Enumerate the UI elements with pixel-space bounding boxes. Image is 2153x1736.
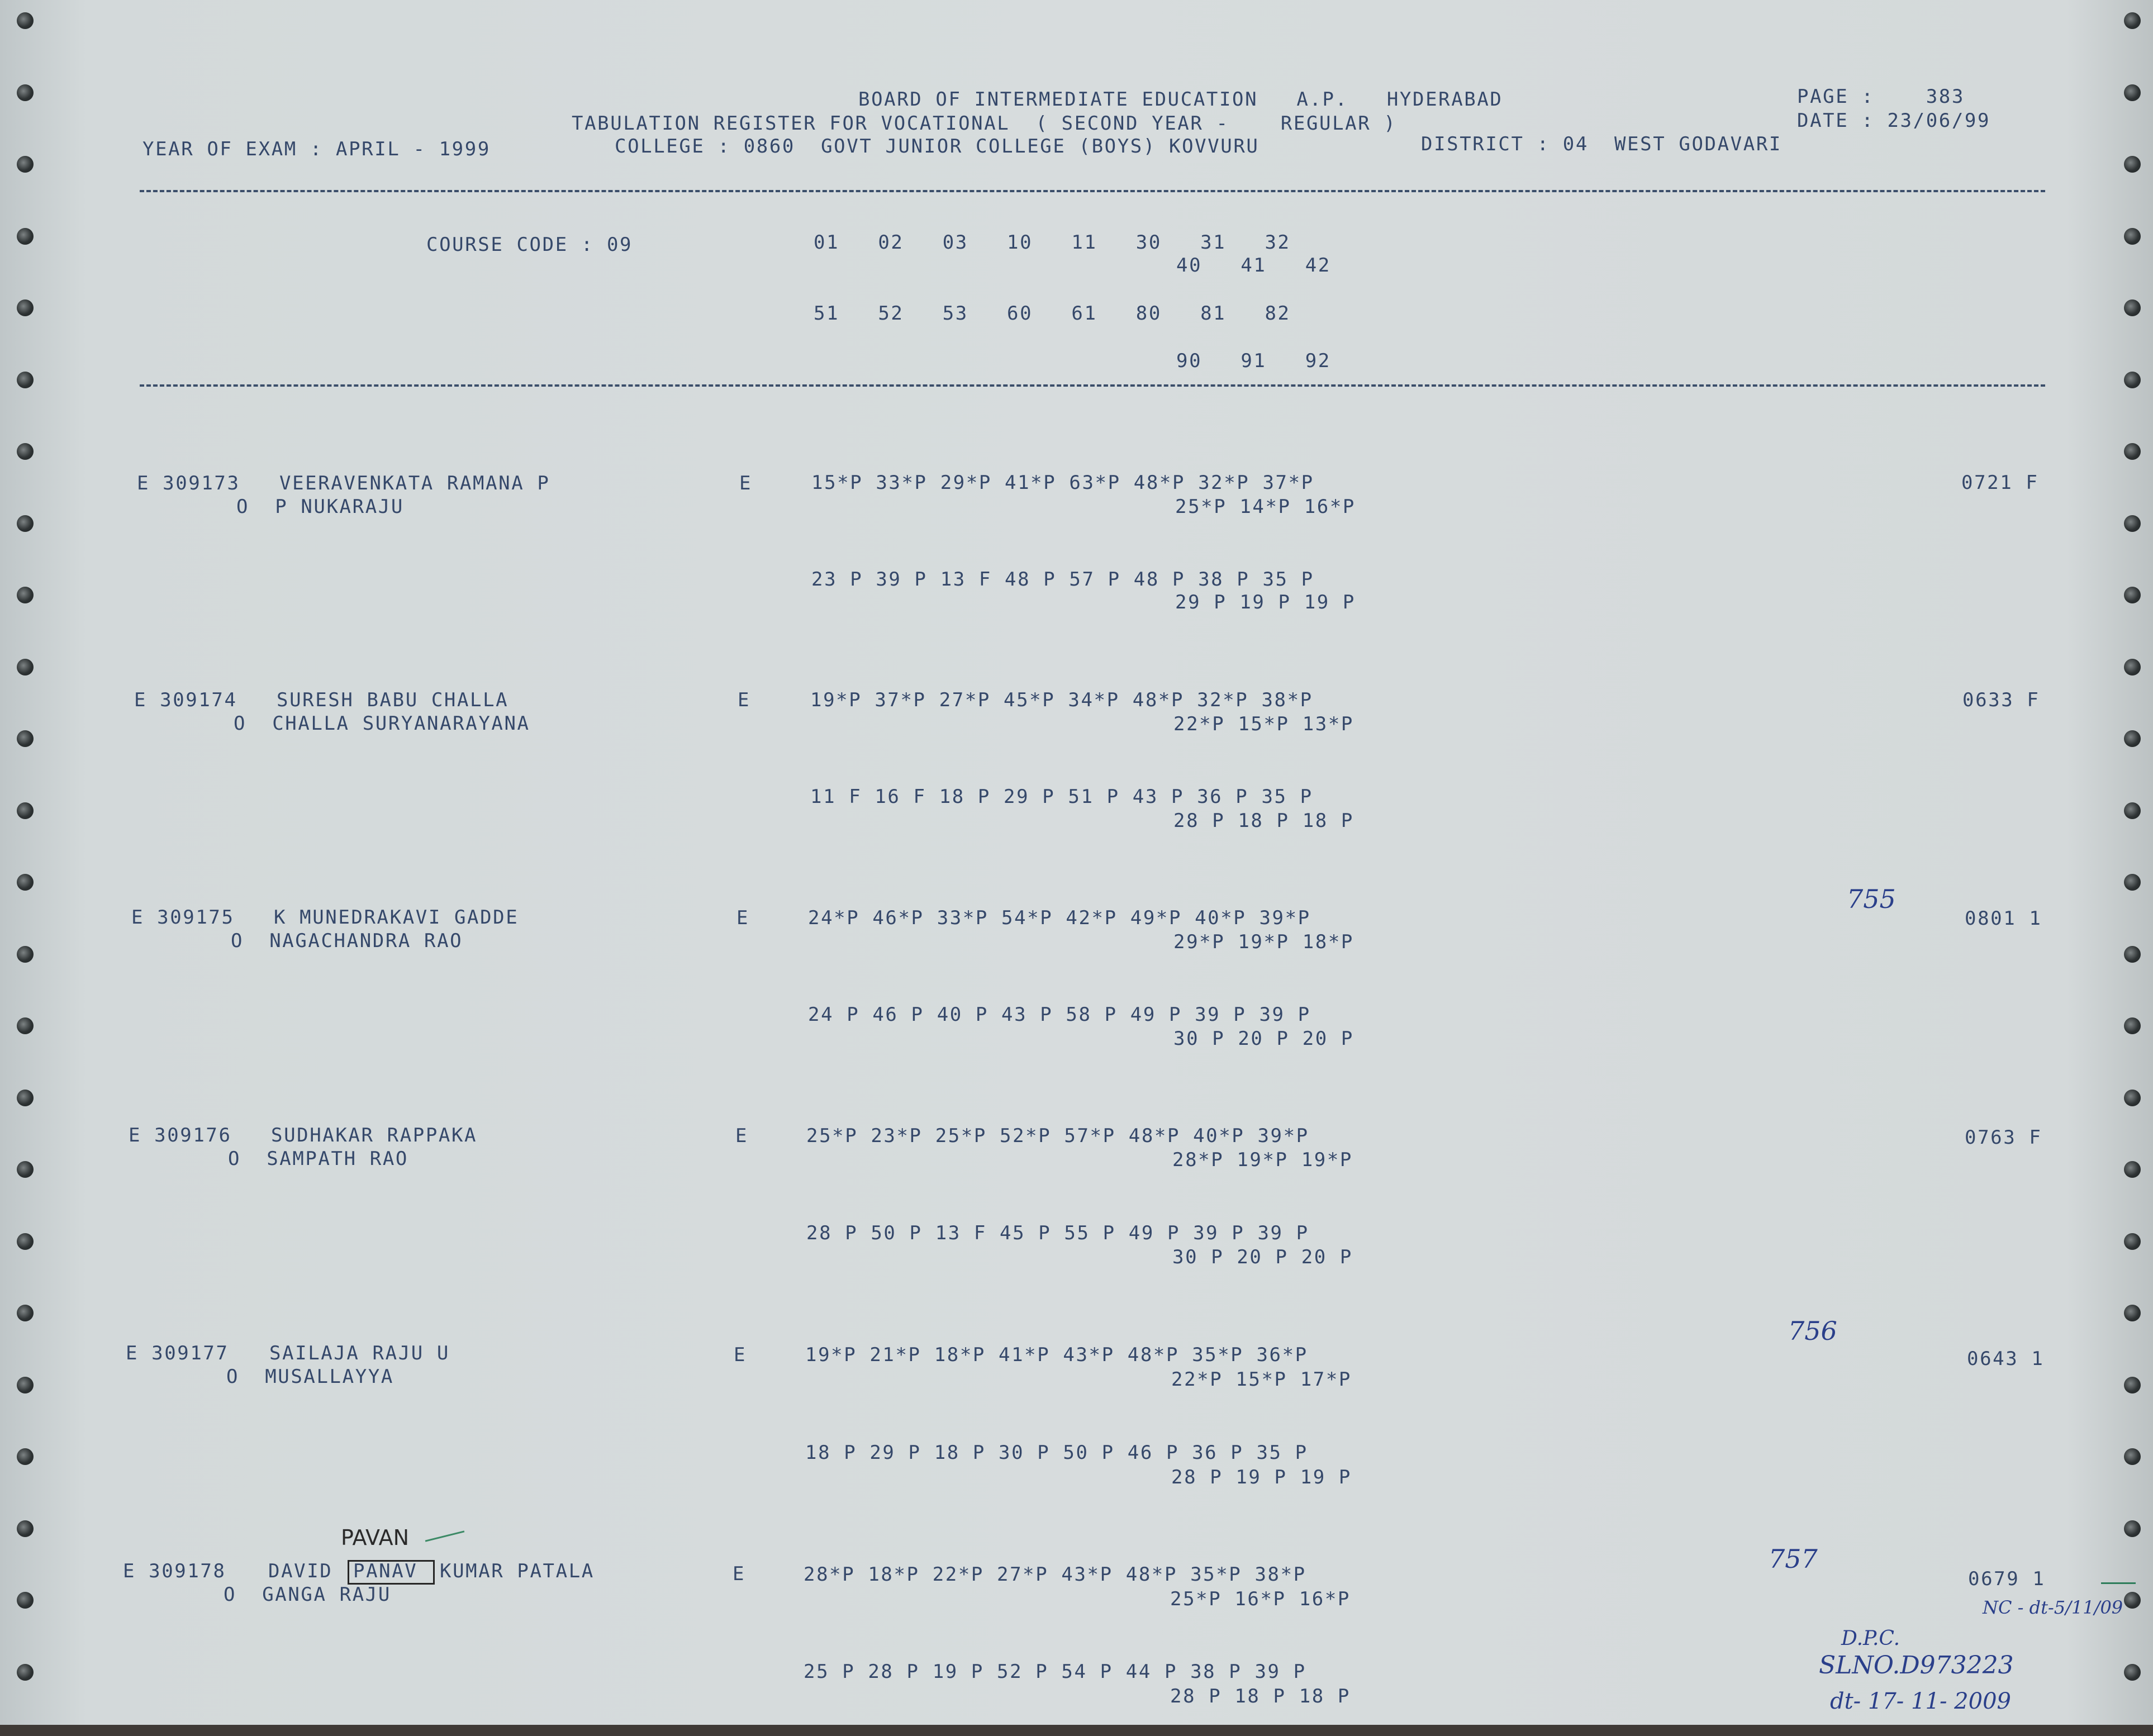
- total-result: 0721 F: [1961, 472, 2039, 494]
- marks-row-1: 19*P 21*P 18*P 41*P 43*P 48*P 35*P 36*P: [805, 1344, 1308, 1366]
- perforation-hole: [2124, 946, 2141, 963]
- group-code: E: [736, 907, 750, 929]
- perforation-hole: [17, 228, 34, 245]
- college-info: COLLEGE : 0860 GOVT JUNIOR COLLEGE (BOYS) KOVVURU: [615, 135, 1260, 158]
- board-title: BOARD OF INTERMEDIATE EDUCATION A.P. HYDERABAD: [858, 88, 1503, 111]
- parent-name: O CHALLA SURYANARAYANA: [234, 712, 530, 735]
- group-code: E: [738, 689, 751, 711]
- marks-row-2: 28*P 19*P 19*P: [1172, 1149, 1353, 1171]
- perforation-hole: [2124, 587, 2141, 603]
- perforation-hole: [17, 1090, 34, 1106]
- course-code: COURSE CODE : 09: [426, 234, 633, 256]
- perforation-hole: [2124, 874, 2141, 891]
- perforation-hole: [17, 84, 34, 101]
- marks-row-3: 24 P 46 P 40 P 43 P 58 P 49 P 39 P 39 P: [808, 1003, 1311, 1026]
- page-number: PAGE : 383: [1797, 85, 1965, 108]
- perforation-hole: [17, 372, 34, 388]
- marks-row-2: 22*P 15*P 17*P: [1171, 1368, 1352, 1391]
- student-name: VEERAVENKATA RAMANA P: [279, 472, 550, 494]
- total-result: 0643 1: [1967, 1348, 2045, 1370]
- marks-row-4: 28 P 19 P 19 P: [1171, 1466, 1352, 1488]
- perforation-hole: [2124, 12, 2141, 29]
- perforation-hole: [2124, 1520, 2141, 1537]
- total-result: 0679 1: [1968, 1568, 2046, 1590]
- handwritten-serial-757: 757: [1769, 1544, 1818, 1574]
- handwritten-date: dt- 17- 11- 2009: [1830, 1689, 2011, 1714]
- student-name-first: DAVID: [268, 1560, 333, 1582]
- parent-name: O NAGACHANDRA RAO: [231, 930, 463, 952]
- group-code: E: [733, 1563, 746, 1585]
- hall-ticket-number: E 309174: [134, 689, 237, 711]
- marks-row-3: 23 P 39 P 13 F 48 P 57 P 48 P 38 P 35 P: [811, 568, 1314, 591]
- student-name-last: KUMAR PATALA: [440, 1560, 595, 1582]
- perforation-hole: [17, 1305, 34, 1321]
- student-name: SUDHAKAR RAPPAKA: [271, 1124, 478, 1147]
- hall-ticket-number: E 309177: [126, 1342, 229, 1364]
- perforation-hole: [2124, 84, 2141, 101]
- perforation-hole: [17, 874, 34, 891]
- tractor-feed-holes-right: [2108, 0, 2153, 1736]
- year-of-exam: YEAR OF EXAM : APRIL - 1999: [142, 138, 491, 160]
- hall-ticket-number: E 309178: [123, 1560, 226, 1582]
- perforation-hole: [2124, 1017, 2141, 1034]
- perforation-hole: [2124, 299, 2141, 316]
- perforation-hole: [17, 1233, 34, 1250]
- subject-codes-row-2: 40 41 42: [1176, 254, 1331, 277]
- subject-codes-row-4: 90 91 92: [1176, 350, 1331, 372]
- parent-name: O MUSALLAYYA: [226, 1366, 394, 1388]
- perforation-hole: [17, 1592, 34, 1609]
- marks-row-3: 11 F 16 F 18 P 29 P 51 P 43 P 36 P 35 P: [810, 786, 1313, 808]
- marks-row-1: 28*P 18*P 22*P 27*P 43*P 48*P 35*P 38*P: [804, 1563, 1306, 1586]
- student-name: K MUNEDRAKAVI GADDE: [274, 906, 519, 929]
- group-code: E: [739, 472, 753, 494]
- perforation-hole: [17, 1520, 34, 1537]
- perforation-hole: [2124, 228, 2141, 245]
- perforation-hole: [17, 515, 34, 532]
- perforation-hole: [2124, 1090, 2141, 1106]
- perforation-hole: [17, 802, 34, 819]
- marks-row-2: 29*P 19*P 18*P: [1173, 931, 1354, 953]
- perforation-hole: [2124, 730, 2141, 747]
- perforation-hole: [2124, 1233, 2141, 1250]
- perforation-hole: [2124, 1377, 2141, 1393]
- register-title: TABULATION REGISTER FOR VOCATIONAL ( SECOND YEAR - REGULAR ): [572, 112, 1397, 135]
- perforation-hole: [2124, 515, 2141, 532]
- correction-stroke: [425, 1530, 465, 1542]
- perforation-hole: [2124, 802, 2141, 819]
- student-name: SURESH BABU CHALLA: [277, 689, 509, 711]
- marks-row-4: 29 P 19 P 19 P: [1175, 591, 1356, 613]
- hall-ticket-number: E 309173: [137, 472, 240, 494]
- student-name-boxed: PANAV: [353, 1560, 418, 1582]
- handwritten-dpc: D.P.C.: [1841, 1627, 1900, 1650]
- marks-row-3: 28 P 50 P 13 F 45 P 55 P 49 P 39 P 39 P: [806, 1222, 1309, 1244]
- perforation-hole: [17, 1448, 34, 1465]
- parent-name: O SAMPATH RAO: [228, 1148, 408, 1170]
- marks-row-2: 22*P 15*P 13*P: [1173, 713, 1354, 735]
- group-code: E: [735, 1125, 749, 1147]
- separator-top: [140, 190, 2045, 192]
- district-info: DISTRICT : 04 WEST GODAVARI: [1421, 133, 1782, 155]
- marks-row-4: 28 P 18 P 18 P: [1173, 810, 1354, 832]
- perforation-hole: [2124, 1305, 2141, 1321]
- marks-row-2: 25*P 14*P 16*P: [1175, 496, 1356, 518]
- parent-name: O P NUKARAJU: [236, 496, 404, 518]
- marks-row-1: 25*P 23*P 25*P 52*P 57*P 48*P 40*P 39*P: [806, 1125, 1309, 1147]
- perforation-hole: [2124, 156, 2141, 173]
- perforation-hole: [2124, 1161, 2141, 1178]
- total-result: 0633 F: [1962, 689, 2040, 711]
- parent-name: O GANGA RAJU: [224, 1583, 391, 1606]
- handwritten-serial-756: 756: [1788, 1316, 1837, 1346]
- marks-row-3: 18 P 29 P 18 P 30 P 50 P 46 P 36 P 35 P: [805, 1442, 1308, 1464]
- perforation-hole: [17, 946, 34, 963]
- perforation-hole: [17, 659, 34, 676]
- marks-row-4: 30 P 20 P 20 P: [1172, 1246, 1353, 1268]
- marks-row-4: 28 P 18 P 18 P: [1170, 1685, 1351, 1708]
- perforation-hole: [17, 299, 34, 316]
- total-result: 0801 1: [1965, 907, 2042, 930]
- marks-row-1: 15*P 33*P 29*P 41*P 63*P 48*P 32*P 37*P: [811, 472, 1314, 494]
- marks-row-1: 24*P 46*P 33*P 54*P 42*P 49*P 40*P 39*P: [808, 907, 1311, 929]
- perforation-hole: [17, 1664, 34, 1681]
- separator-bottom: [140, 384, 2045, 387]
- group-code: E: [734, 1344, 747, 1366]
- subject-codes-row-1: 01 02 03 10 11 30 31 32: [814, 231, 1291, 254]
- perforation-hole: [2124, 1664, 2141, 1681]
- perforation-hole: [17, 1017, 34, 1034]
- perforation-hole: [17, 1377, 34, 1393]
- marks-row-2: 25*P 16*P 16*P: [1170, 1588, 1351, 1610]
- perforation-hole: [2124, 1448, 2141, 1465]
- perforation-hole: [17, 1161, 34, 1178]
- perforation-hole: [2124, 659, 2141, 676]
- handwritten-name-correction: PAVAN: [341, 1525, 410, 1550]
- perforation-hole: [17, 730, 34, 747]
- subject-codes-row-3: 51 52 53 60 61 80 81 82: [814, 302, 1291, 325]
- tractor-feed-holes-left: [0, 0, 45, 1736]
- register-date: DATE : 23/06/99: [1797, 110, 1991, 132]
- handwritten-nc-date: NC - dt-5/11/09: [1983, 1597, 2123, 1618]
- student-name: SAILAJA RAJU U: [269, 1342, 450, 1364]
- perforation-hole: [2124, 443, 2141, 460]
- handwritten-serial-755: 755: [1847, 884, 1896, 914]
- hall-ticket-number: E 309176: [129, 1124, 232, 1147]
- perforation-hole: [17, 587, 34, 603]
- perforation-hole: [17, 12, 34, 29]
- marks-row-3: 25 P 28 P 19 P 52 P 54 P 44 P 38 P 39 P: [804, 1661, 1306, 1683]
- total-result: 0763 F: [1965, 1126, 2042, 1149]
- marks-row-4: 30 P 20 P 20 P: [1173, 1028, 1354, 1050]
- marks-row-1: 19*P 37*P 27*P 45*P 34*P 48*P 32*P 38*P: [810, 689, 1313, 711]
- perforation-hole: [17, 443, 34, 460]
- hall-ticket-number: E 309175: [131, 906, 235, 929]
- green-ink-mark: [2101, 1582, 2136, 1584]
- perforation-hole: [2124, 372, 2141, 388]
- perforation-hole: [17, 156, 34, 173]
- handwritten-slno: SLNO.D973223: [1819, 1651, 2014, 1680]
- page-bottom-edge: [0, 1725, 2153, 1736]
- perforation-hole: [2124, 1592, 2141, 1609]
